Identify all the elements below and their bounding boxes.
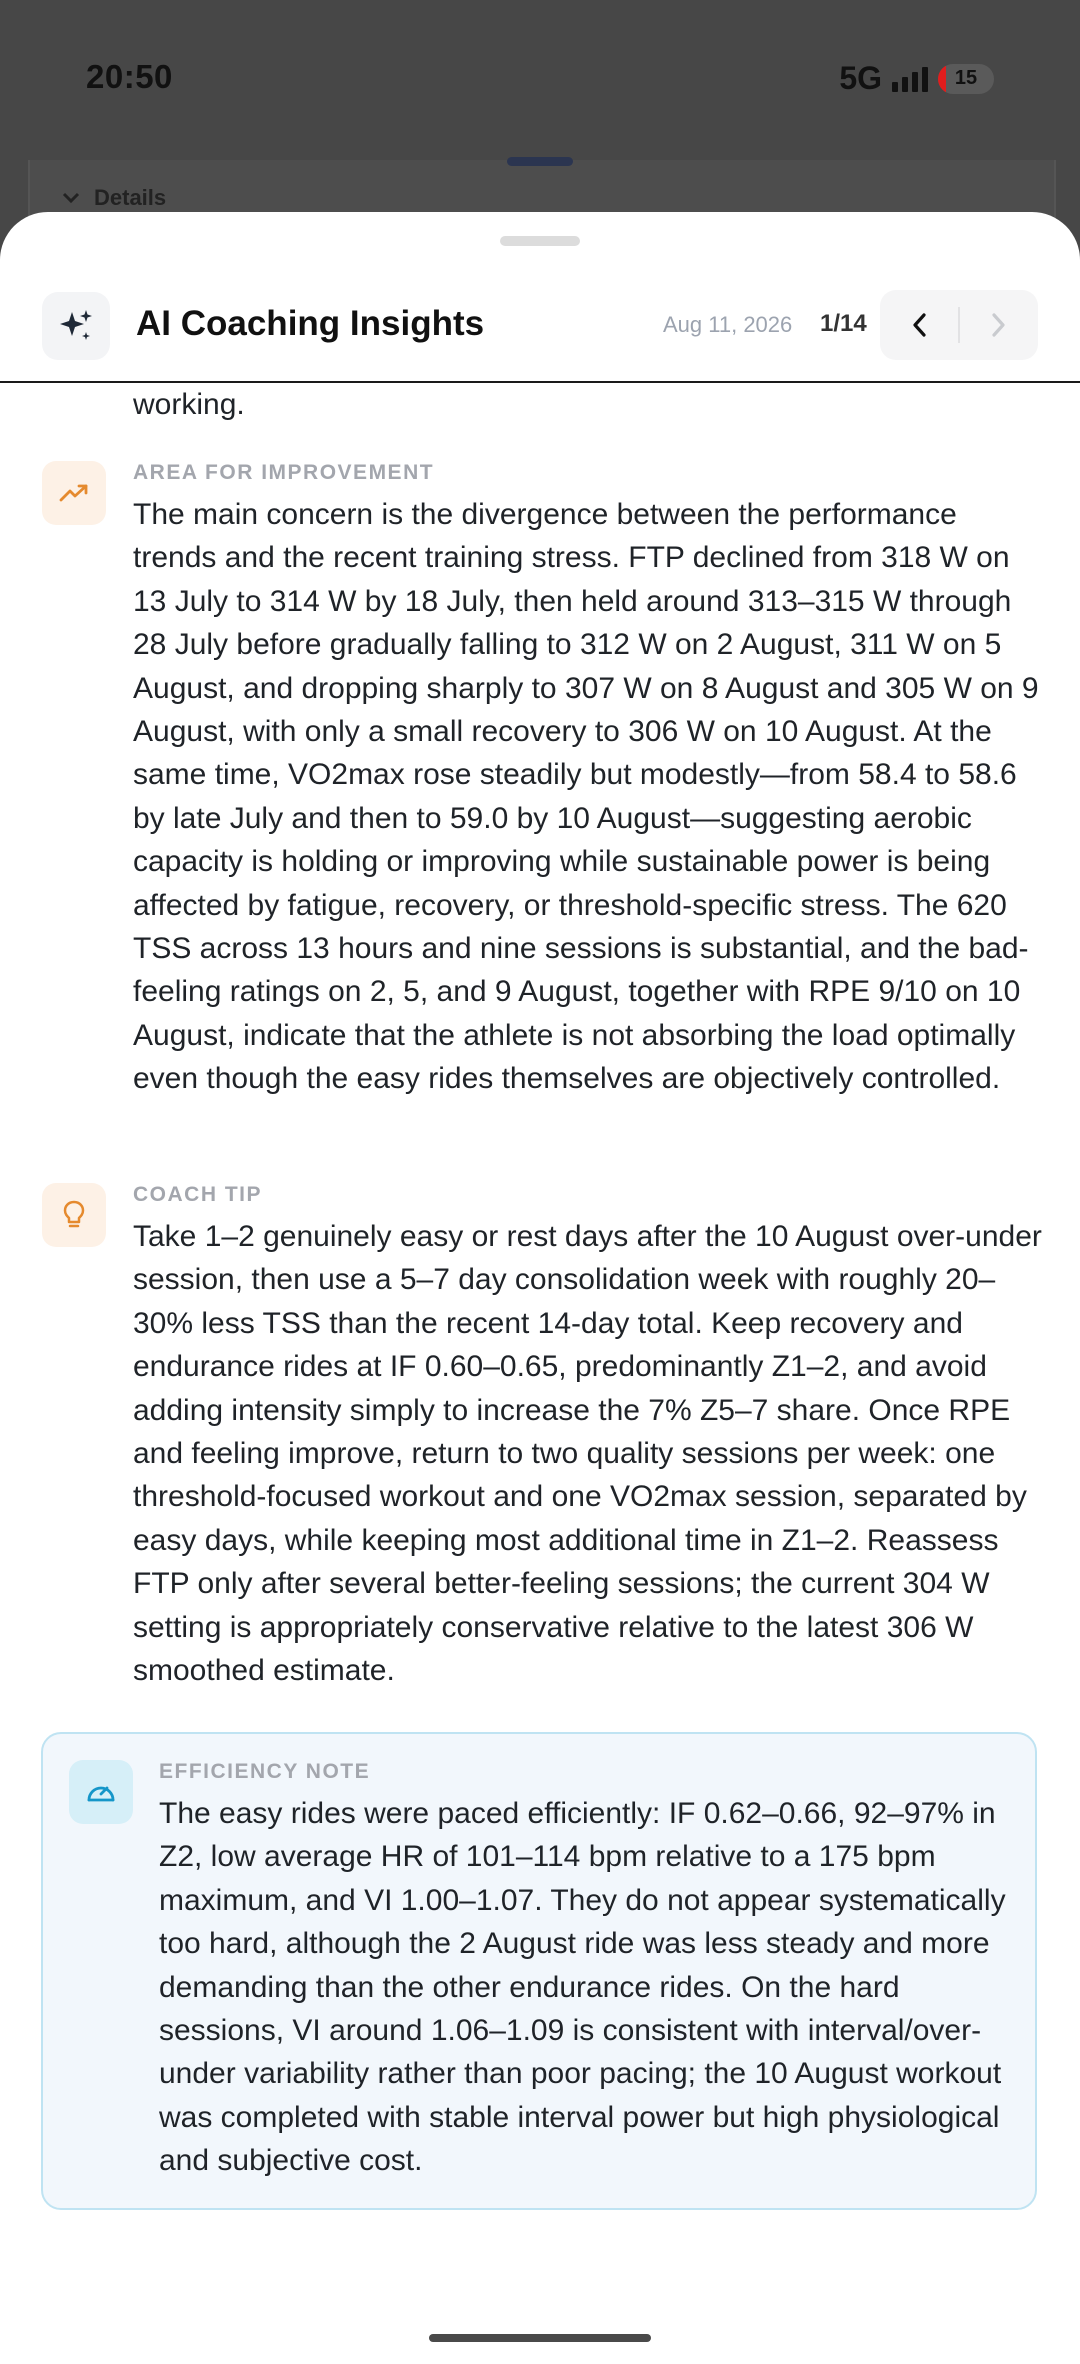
signal-icon (892, 66, 928, 92)
section-label: AREA FOR IMPROVEMENT (133, 461, 435, 484)
chevron-down-icon (62, 192, 80, 204)
next-insight-button[interactable] (960, 290, 1038, 360)
network-type: 5G (839, 60, 882, 96)
trending-up-icon (42, 461, 106, 525)
section-label: EFFICIENCY NOTE (159, 1760, 371, 1783)
speedometer-icon (69, 1760, 133, 1824)
sparkles-icon (42, 292, 110, 360)
insight-pager (880, 290, 1038, 360)
section-label: COACH TIP (133, 1183, 262, 1206)
details-toggle (62, 185, 166, 211)
sheet-drag-handle[interactable] (500, 236, 580, 246)
details-label: Details (94, 185, 167, 210)
status-icons (839, 60, 994, 97)
background-handle (507, 157, 573, 166)
insights-scroll-area[interactable] (0, 383, 1080, 2363)
previous-insight-button[interactable] (880, 290, 958, 360)
home-indicator[interactable] (429, 2334, 651, 2342)
section-text: Take 1–2 genuinely easy or rest days after the 10 August over-under session, then use a 5–7 day consolidation week with roughly 20–30% less TSS than the recent 14-day total. Keep recovery and endurance rides at IF 0.60–0.65, predominantly Z1–2, and avoid adding intensity simply to increase the 7% Z5–7 share. Once RPE and feeling improve, return to two quality sessions per week: one threshold-focused workout and one VO2max session, separated by easy days, while keeping most additional time in Z1–2. Reassess FTP only after several better-feeling sessions; the current 304 W setting is appropriately conservative relative to the latest 306 W smoothed estimate. (133, 1220, 1042, 1688)
status-bar (0, 0, 1080, 150)
status-time: 20:50 (86, 58, 173, 95)
efficiency-note-card (41, 1732, 1037, 2210)
insight-date: Aug 11, 2026 (663, 312, 793, 337)
section-text: The main concern is the divergence between the performance trends and the recent training stress. FTP declined from 318 W on 13 July to 314 W by 18 July, then held around 313–315 W through 28 July before gradually falling to 312 W on 2 August, 311 W on 5 August, and dropping sharply to 307 W on 8 August and 305 W on 9 August, with only a small recovery to 306 W on 10 August. At the same time, VO2max rose steadily but modestly—from 58.4 to 58.6 by late July and then to 59.0 by 10 August—suggesting aerobic capacity is holding or improving while sustainable power is being affected by fatigue, recovery, or threshold-specific stress. The 620 TSS across 13 hours and nine sessions is substantial, and the bad-feeling ratings on 2, 5, and 9 August, together with RPE 9/10 on 10 August, indicate that the athlete is not absorbing the load optimally even though the easy rides themselves are objectively controlled. (133, 498, 1039, 1096)
battery-icon (938, 64, 994, 94)
chevron-left-icon (910, 312, 928, 338)
sheet-header (0, 272, 1080, 382)
battery-level: 15 (954, 67, 978, 89)
sheet-title: AI Coaching Insights (136, 304, 485, 343)
previous-section-tail: working. (133, 388, 245, 421)
lightbulb-icon (42, 1183, 106, 1247)
insights-sheet (0, 212, 1080, 2364)
section-text: The easy rides were paced efficiently: IF 0.62–0.66, 92–97% in Z2, low average HR of 101–114 bpm relative to a 175 bpm maximum, and VI 1.00–1.07. They do not appear systematically too hard, although the 2 August ride was less steady and more demanding than the other endurance rides. On the hard sessions, VI around 1.06–1.09 is consistent with interval/over-under variability rather than poor pacing; the 10 August workout was completed with stable interval power but high physiological and subjective cost. (159, 1797, 1006, 2178)
chevron-right-icon (990, 312, 1008, 338)
insight-counter: 1/14 (820, 310, 867, 337)
